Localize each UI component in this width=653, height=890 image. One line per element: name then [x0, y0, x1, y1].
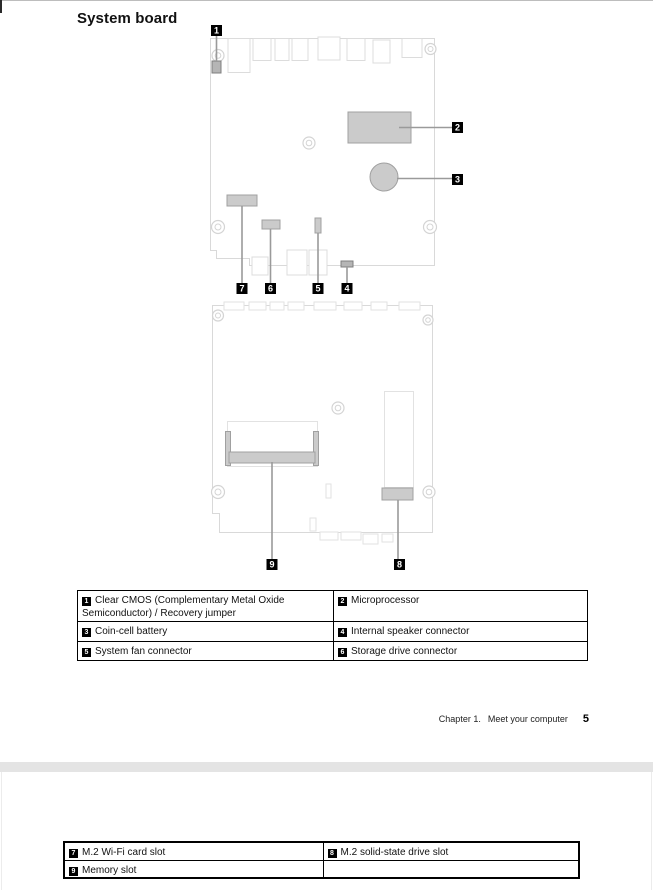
callout-marker: 3 — [82, 628, 91, 637]
m2-ssd-slot — [382, 392, 414, 501]
callout-6 — [265, 283, 276, 294]
svg-text:4: 4 — [344, 283, 350, 294]
svg-text:7: 7 — [239, 283, 245, 294]
page2-right-edge — [651, 772, 652, 890]
svg-text:8: 8 — [396, 559, 403, 570]
coin-cell-battery — [370, 163, 398, 191]
table-cell — [64, 860, 323, 878]
table-row — [78, 642, 588, 661]
svg-text:5: 5 — [315, 283, 321, 294]
component-label: Microprocessor — [351, 595, 420, 606]
svg-text:2: 2 — [454, 122, 461, 133]
table-cell-empty — [323, 860, 579, 878]
page2-left-edge — [1, 772, 2, 890]
callout-8 — [394, 559, 405, 570]
component-table-page2 — [63, 841, 580, 879]
storage-drive-connector — [262, 220, 280, 229]
callout-marker: 7 — [69, 849, 78, 858]
bottom-edge-tabs — [320, 532, 393, 544]
component-label: System fan connector — [95, 646, 192, 657]
callout-marker: 1 — [82, 597, 91, 606]
page-footer — [439, 713, 589, 725]
callout-marker: 2 — [338, 597, 347, 606]
svg-text:6: 6 — [267, 283, 274, 294]
system-fan-connector — [315, 218, 321, 233]
svg-text:3: 3 — [454, 174, 461, 185]
bottom-board-view — [212, 302, 436, 544]
table-cell — [334, 642, 588, 661]
page-title: System board — [77, 10, 178, 28]
footer-page-number: 5 — [582, 713, 589, 725]
callout-marker: 8 — [328, 849, 337, 858]
footer-chapter-title: Meet your computer — [487, 714, 568, 724]
table-row — [64, 842, 579, 860]
callout-marker: 9 — [69, 867, 78, 876]
callout-9 — [267, 559, 278, 570]
internal-speaker-connector — [341, 261, 353, 267]
page-gap-divider — [0, 762, 653, 772]
component-label: Coin-cell battery — [95, 626, 168, 637]
table-cell — [334, 622, 588, 642]
table-row — [78, 591, 588, 622]
table-cell — [64, 842, 323, 860]
top-board-view — [211, 37, 437, 275]
table-row — [78, 622, 588, 642]
component-label: Internal speaker connector — [351, 626, 470, 637]
table-cell — [78, 642, 334, 661]
svg-text:1: 1 — [213, 25, 220, 36]
component-label: Clear CMOS (Complementary Metal Oxide Semiconductor) / Recovery jumper — [82, 595, 285, 619]
callout-3 — [452, 174, 463, 185]
callout-marker: 5 — [82, 648, 91, 657]
cmos-recovery-jumper — [212, 61, 221, 73]
table-cell — [323, 842, 579, 860]
footer-chapter-label: Chapter 1. — [438, 714, 481, 724]
callout-2 — [452, 122, 463, 133]
table-cell — [78, 622, 334, 642]
component-label: M.2 Wi-Fi card slot — [82, 847, 166, 858]
table-cell — [78, 591, 334, 622]
small-connector-a — [326, 484, 331, 498]
component-label: M.2 solid-state drive slot — [340, 847, 449, 858]
callout-marker: 6 — [338, 648, 347, 657]
component-label: Memory slot — [82, 864, 137, 876]
callout-marker: 4 — [338, 628, 347, 637]
table-cell — [334, 591, 588, 622]
memory-slot — [226, 422, 319, 467]
callout-5 — [313, 283, 324, 294]
small-connector-b — [310, 518, 316, 531]
svg-text:9: 9 — [269, 559, 275, 570]
callout-1 — [211, 25, 222, 36]
callout-7 — [237, 283, 248, 294]
callout-4 — [342, 283, 353, 294]
table-row — [64, 860, 579, 878]
component-label: Storage drive connector — [351, 646, 458, 657]
m2-wifi-card-slot — [227, 195, 257, 206]
component-table-page1 — [77, 590, 588, 661]
